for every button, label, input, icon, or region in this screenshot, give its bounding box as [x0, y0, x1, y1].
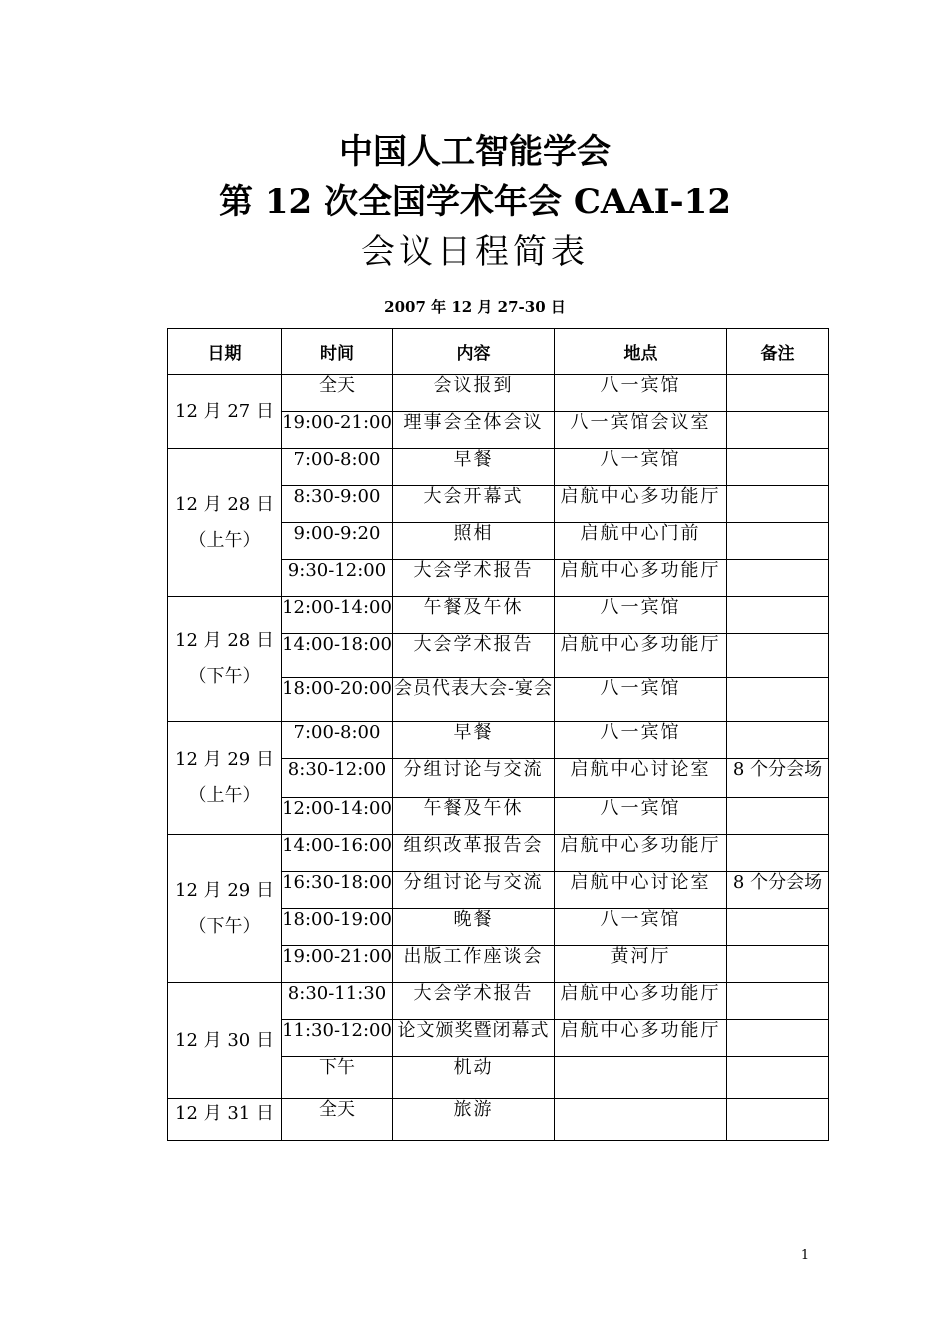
date-cell: 12 月 30 日: [168, 983, 282, 1099]
time-cell: 18:00-19:00: [282, 909, 393, 946]
content-cell: 理事会全体会议: [393, 412, 555, 449]
location-cell: 启航中心讨论室: [555, 759, 727, 798]
table-row: [168, 1099, 829, 1141]
note-cell: 8 个分会场: [727, 759, 829, 798]
note-cell: 8 个分会场: [727, 872, 829, 909]
note-cell: [727, 983, 829, 1020]
time-cell: 7:00-8:00: [282, 722, 393, 759]
location-cell: 八一宾馆: [555, 909, 727, 946]
location-cell: 启航中心多功能厅: [555, 1020, 727, 1057]
location-cell: 启航中心讨论室: [555, 872, 727, 909]
content-cell: 论文颁奖暨闭幕式: [393, 1020, 555, 1057]
note-cell: [727, 375, 829, 412]
time-cell: 9:30-12:00: [282, 560, 393, 597]
location-cell: 八一宾馆: [555, 597, 727, 634]
time-cell: 14:00-18:00: [282, 634, 393, 678]
note-cell: [727, 412, 829, 449]
note-cell: [727, 1057, 829, 1099]
content-cell: 组织改革报告会: [393, 835, 555, 872]
header-date: 日期: [168, 329, 282, 375]
note-cell: [727, 597, 829, 634]
note-cell: [727, 909, 829, 946]
content-cell: 会议报到: [393, 375, 555, 412]
content-cell: 大会学术报告: [393, 560, 555, 597]
header-note: 备注: [727, 329, 829, 375]
content-cell: 分组讨论与交流: [393, 759, 555, 798]
location-cell: 八一宾馆会议室: [555, 412, 727, 449]
location-cell: [555, 1099, 727, 1141]
location-cell: 启航中心多功能厅: [555, 560, 727, 597]
note-cell: [727, 1020, 829, 1057]
table-row: [168, 722, 829, 759]
title-line-3: 会议日程简表: [361, 232, 589, 272]
table-header-row: [168, 329, 829, 375]
date-cell: 12 月 27 日: [168, 375, 282, 449]
time-cell: 8:30-9:00: [282, 486, 393, 523]
location-cell: [555, 1057, 727, 1099]
time-cell: 19:00-21:00: [282, 946, 393, 983]
time-cell: 8:30-12:00: [282, 759, 393, 798]
note-cell: [727, 560, 829, 597]
content-cell: 午餐及午休: [393, 798, 555, 835]
time-cell: 8:30-11:30: [282, 983, 393, 1020]
header-time: 时间: [282, 329, 393, 375]
content-cell: 会员代表大会-宴会: [393, 678, 555, 722]
header-location: 地点: [555, 329, 727, 375]
note-cell: [727, 486, 829, 523]
note-cell: [727, 678, 829, 722]
location-cell: 黄河厅: [555, 946, 727, 983]
title-line-1: 中国人工智能学会: [339, 132, 611, 172]
location-cell: 八一宾馆: [555, 375, 727, 412]
header-content: 内容: [393, 329, 555, 375]
note-cell: [727, 1099, 829, 1141]
time-cell: 19:00-21:00: [282, 412, 393, 449]
time-cell: 12:00-14:00: [282, 798, 393, 835]
content-cell: 旅游: [393, 1099, 555, 1141]
date-range: 2007 年 12 月 27-30 日: [384, 298, 566, 316]
time-cell: 全天: [282, 375, 393, 412]
table-row: [168, 375, 829, 412]
note-cell: [727, 946, 829, 983]
note-cell: [727, 835, 829, 872]
note-cell: [727, 523, 829, 560]
time-cell: 7:00-8:00: [282, 449, 393, 486]
content-cell: 大会学术报告: [393, 634, 555, 678]
location-cell: 启航中心多功能厅: [555, 983, 727, 1020]
date-cell: 12 月 28 日 （上午）: [168, 449, 282, 597]
content-cell: 午餐及午休: [393, 597, 555, 634]
content-cell: 机动: [393, 1057, 555, 1099]
location-cell: 八一宾馆: [555, 678, 727, 722]
location-cell: 启航中心门前: [555, 523, 727, 560]
table-row: [168, 449, 829, 486]
schedule-table: [167, 328, 829, 1141]
content-cell: 晚餐: [393, 909, 555, 946]
time-cell: 14:00-16:00: [282, 835, 393, 872]
table-row: [168, 983, 829, 1020]
location-cell: 八一宾馆: [555, 449, 727, 486]
date-cell: 12 月 29 日 （上午）: [168, 722, 282, 835]
content-cell: 早餐: [393, 449, 555, 486]
table-row: [168, 835, 829, 872]
content-cell: 分组讨论与交流: [393, 872, 555, 909]
content-cell: 大会学术报告: [393, 983, 555, 1020]
content-cell: 大会开幕式: [393, 486, 555, 523]
time-cell: 全天: [282, 1099, 393, 1141]
location-cell: 启航中心多功能厅: [555, 634, 727, 678]
date-cell: 12 月 31 日: [168, 1099, 282, 1141]
content-cell: 照相: [393, 523, 555, 560]
location-cell: 启航中心多功能厅: [555, 835, 727, 872]
table-row: [168, 597, 829, 634]
location-cell: 八一宾馆: [555, 722, 727, 759]
location-cell: 启航中心多功能厅: [555, 486, 727, 523]
content-cell: 早餐: [393, 722, 555, 759]
content-cell: 出版工作座谈会: [393, 946, 555, 983]
location-cell: 八一宾馆: [555, 798, 727, 835]
title-line-2: 第 12 次全国学术年会 CAAI-12: [219, 182, 731, 222]
page-number: 1: [800, 1248, 810, 1263]
time-cell: 18:00-20:00: [282, 678, 393, 722]
time-cell: 下午: [282, 1057, 393, 1099]
note-cell: [727, 722, 829, 759]
time-cell: 16:30-18:00: [282, 872, 393, 909]
note-cell: [727, 449, 829, 486]
note-cell: [727, 634, 829, 678]
note-cell: [727, 798, 829, 835]
time-cell: 9:00-9:20: [282, 523, 393, 560]
date-cell: 12 月 29 日 （下午）: [168, 835, 282, 983]
time-cell: 11:30-12:00: [282, 1020, 393, 1057]
date-cell: 12 月 28 日 （下午）: [168, 597, 282, 722]
time-cell: 12:00-14:00: [282, 597, 393, 634]
